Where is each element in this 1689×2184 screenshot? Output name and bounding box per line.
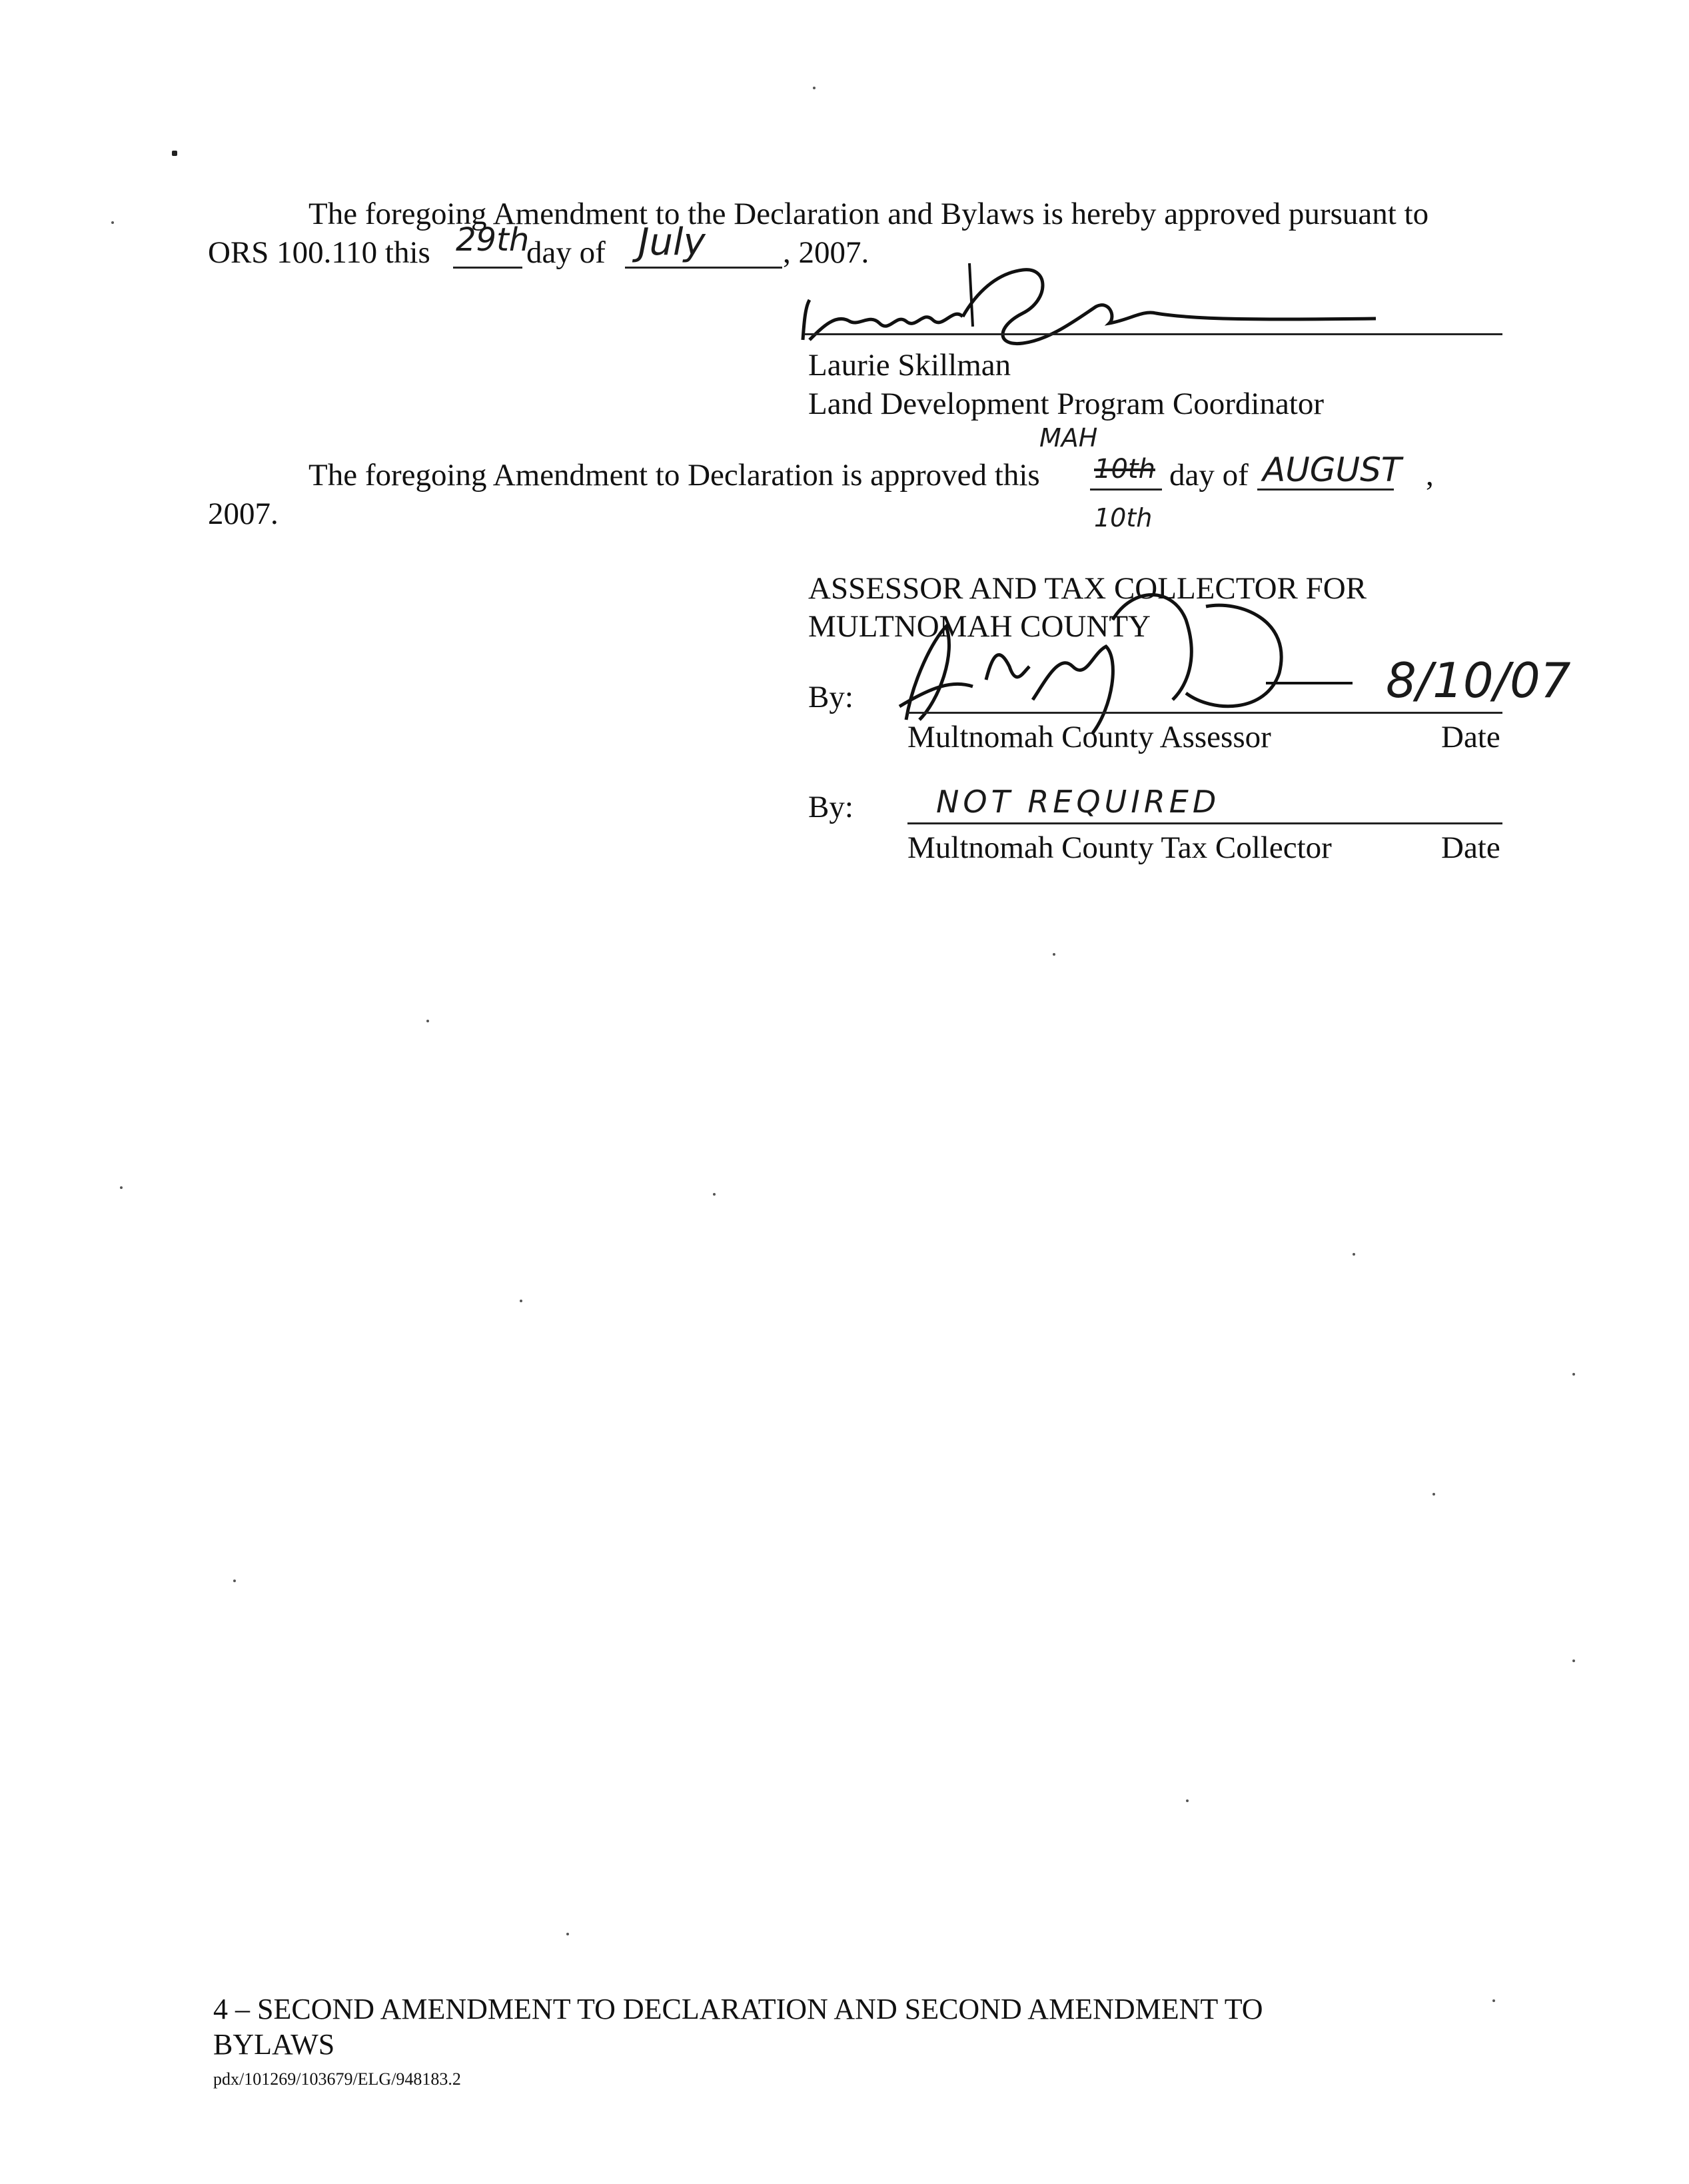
scan-speck [120, 1186, 123, 1189]
signer-name: Laurie Skillman [808, 348, 1011, 383]
scan-speck [520, 1300, 522, 1302]
handwritten-day: 29th [456, 221, 530, 259]
scan-speck [1572, 1659, 1575, 1662]
scan-speck [813, 87, 816, 89]
approval2-year: 2007. [208, 497, 279, 531]
handwritten-month: July [638, 221, 706, 264]
footer-line-2: BYLAWS [213, 2028, 335, 2061]
approval2-comma: , [1426, 458, 1434, 493]
approval1-line1: The foregoing Amendment to the Declaration and Bylaws is hereby approved pursuant to [308, 197, 1429, 231]
approval1-day-of: day of [526, 235, 606, 270]
month-blank-line [625, 267, 782, 269]
scan-speck [172, 151, 177, 156]
signer-title: Land Development Program Coordinator [808, 387, 1325, 421]
day2-blank-line [1090, 489, 1162, 491]
day-blank-line [453, 267, 522, 269]
scan-speck [233, 1580, 236, 1582]
assessor-signature [893, 580, 1399, 740]
scan-speck [713, 1193, 716, 1196]
assessor-label: Multnomah County Assessor [907, 720, 1271, 754]
collector-signature-line [907, 822, 1502, 824]
skillman-signature [796, 247, 1396, 353]
scan-speck [426, 1020, 429, 1022]
collector-label: Multnomah County Tax Collector [907, 830, 1332, 865]
assessor-signature-line [907, 712, 1502, 714]
scan-speck [1572, 1373, 1575, 1376]
scan-speck [1353, 1253, 1355, 1256]
footer-doc-ref: pdx/101269/103679/ELG/948183.2 [213, 2069, 461, 2089]
handwritten-correction-below: 10th [1094, 503, 1153, 533]
handwritten-not-required: NOT REQUIRED [936, 784, 1221, 820]
approval1-ors-prefix: ORS 100.110 this [208, 235, 430, 270]
scan-speck [566, 1933, 569, 1935]
handwritten-assessor-date: 8/10/07 [1386, 652, 1571, 708]
approval2-line1: The foregoing Amendment to Declaration is approved this [308, 458, 1040, 493]
scan-speck [1432, 1493, 1435, 1496]
approval1-year: , 2007. [783, 235, 869, 270]
assessor-date-label: Date [1441, 720, 1500, 754]
footer-line-1: 4 – SECOND AMENDMENT TO DECLARATION AND SECOND AMENDMENT TO [213, 1993, 1263, 2025]
scan-speck [111, 221, 114, 224]
collector-date-label: Date [1441, 830, 1500, 865]
handwritten-day-2: 10th [1094, 454, 1155, 485]
assessor-by-label: By: [808, 680, 853, 714]
assessor-heading-2: MULTNOMAH COUNTY [808, 609, 1151, 644]
skillman-signature-line [804, 333, 1502, 335]
assessor-heading-1: ASSESSOR AND TAX COLLECTOR FOR [808, 571, 1367, 606]
scan-speck [1492, 1999, 1495, 2002]
scan-speck [1053, 953, 1055, 956]
handwritten-correction-above: MAH [1039, 423, 1098, 453]
collector-by-label: By: [808, 790, 853, 824]
handwritten-month-2: AUGUST [1263, 451, 1402, 489]
scan-speck [1186, 1799, 1189, 1802]
approval2-day-of: day of [1169, 458, 1249, 493]
